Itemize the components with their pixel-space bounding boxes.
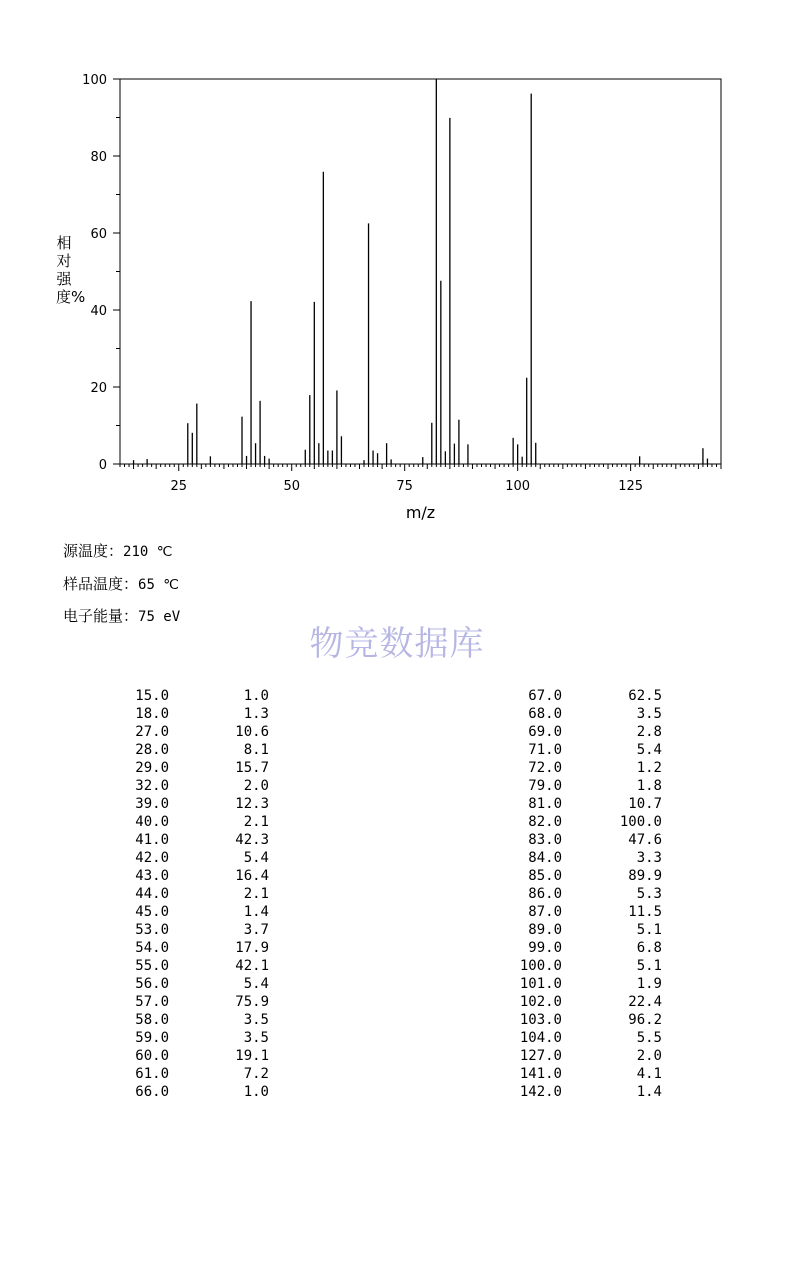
peak-intensity: 10.7: [628, 796, 662, 812]
peak-intensity: 3.5: [243, 1012, 269, 1028]
peak-mz: 29.0: [135, 760, 169, 776]
sample-temperature: [63, 573, 179, 594]
peak-intensity: 5.4: [243, 850, 269, 866]
peak-mz: 58.0: [135, 1012, 169, 1028]
peak-intensity: 75.9: [235, 994, 269, 1010]
peak-intensity: 2.8: [636, 724, 662, 740]
watermark: 物竞数据库: [309, 624, 485, 664]
table-row: [492, 759, 662, 777]
table-row: [99, 1011, 269, 1029]
peak-mz: 100.0: [519, 958, 562, 974]
table-row: [99, 849, 269, 867]
peak-intensity: 2.0: [636, 1048, 662, 1064]
peak-intensity: 3.3: [636, 850, 662, 866]
peak-intensity: 1.9: [636, 976, 662, 992]
table-row: [492, 867, 662, 885]
x-tick-label: 75: [396, 479, 413, 494]
table-row: [99, 831, 269, 849]
peak-intensity: 5.4: [636, 742, 662, 758]
source-temperature: [63, 540, 172, 561]
peak-mz: 102.0: [519, 994, 562, 1010]
peak-mz: 59.0: [135, 1030, 169, 1046]
peak-mz: 44.0: [135, 886, 169, 902]
peak-mz: 57.0: [135, 994, 169, 1010]
peak-mz: 60.0: [135, 1048, 169, 1064]
peak-intensity: 5.1: [636, 922, 662, 938]
y-tick-label: 40: [90, 304, 107, 319]
table-row: [99, 921, 269, 939]
peak-intensity: 3.5: [243, 1030, 269, 1046]
x-axis-label: m/z: [405, 503, 436, 522]
sample-temperature-label: 样品温度：: [63, 575, 139, 593]
table-row: [99, 975, 269, 993]
peak-mz: 99.0: [528, 940, 562, 956]
electron-energy-label: 电子能量：: [63, 607, 139, 625]
peak-mz: 40.0: [135, 814, 169, 830]
peak-intensity: 89.9: [628, 868, 662, 884]
peak-mz: 89.0: [528, 922, 562, 938]
table-row: [492, 831, 662, 849]
table-row: [99, 759, 269, 777]
table-row: [492, 741, 662, 759]
table-row: [99, 1029, 269, 1047]
peak-intensity: 96.2: [628, 1012, 662, 1028]
peak-mz: 43.0: [135, 868, 169, 884]
table-row: [492, 993, 662, 1011]
plot-frame: [120, 79, 721, 464]
peak-intensity: 7.2: [243, 1066, 269, 1082]
peak-intensity: 100.0: [619, 814, 662, 830]
peak-intensity: 19.1: [235, 1048, 269, 1064]
peak-mz: 54.0: [135, 940, 169, 956]
table-row: [492, 849, 662, 867]
table-row: [99, 723, 269, 741]
peak-mz: 67.0: [528, 688, 562, 704]
peak-intensity: 17.9: [235, 940, 269, 956]
peak-mz: 69.0: [528, 724, 562, 740]
peak-mz: 66.0: [135, 1084, 169, 1100]
table-row: [492, 939, 662, 957]
table-row: [99, 903, 269, 921]
peak-table-right: [492, 687, 662, 1101]
peak-intensity: 1.4: [636, 1084, 662, 1100]
y-tick-label: 100: [82, 73, 107, 88]
x-tick-label: 50: [283, 479, 300, 494]
peak-intensity: 1.3: [243, 706, 269, 722]
table-row: [99, 687, 269, 705]
peak-mz: 41.0: [135, 832, 169, 848]
peak-intensity: 4.1: [636, 1066, 662, 1082]
peak-mz: 39.0: [135, 796, 169, 812]
peak-intensity: 1.0: [243, 1084, 269, 1100]
peak-intensity: 5.4: [243, 976, 269, 992]
table-row: [492, 1065, 662, 1083]
x-tick-label: 125: [618, 479, 644, 494]
peak-intensity: 2.0: [243, 778, 269, 794]
peak-intensity: 5.3: [636, 886, 662, 902]
table-row: [492, 957, 662, 975]
y-tick-label: 60: [90, 227, 107, 242]
table-row: [99, 777, 269, 795]
table-row: [492, 687, 662, 705]
table-row: [99, 813, 269, 831]
peak-intensity: 15.7: [235, 760, 269, 776]
table-row: [99, 957, 269, 975]
y-axis-label-text: 相对强度%: [56, 234, 86, 306]
table-row: [492, 723, 662, 741]
table-row: [492, 885, 662, 903]
peak-mz: 61.0: [135, 1066, 169, 1082]
source-temperature-label: 源温度：: [63, 542, 124, 560]
x-tick-label: 25: [170, 479, 188, 494]
peak-mz: 28.0: [135, 742, 169, 758]
peak-intensity: 2.1: [243, 814, 269, 830]
peak-intensity: 1.0: [243, 688, 269, 704]
table-row: [99, 795, 269, 813]
peak-mz: 15.0: [135, 688, 169, 704]
table-row: [492, 1047, 662, 1065]
peak-intensity: 47.6: [628, 832, 662, 848]
peak-mz: 142.0: [519, 1084, 562, 1100]
peak-mz: 103.0: [519, 1012, 562, 1028]
peak-intensity: 8.1: [243, 742, 269, 758]
peak-intensity: 1.2: [636, 760, 662, 776]
peak-intensity: 2.1: [243, 886, 269, 902]
peak-intensity: 12.3: [235, 796, 269, 812]
peak-intensity: 5.5: [636, 1030, 662, 1046]
peak-intensity: 10.6: [235, 724, 269, 740]
peak-intensity: 16.4: [235, 868, 269, 884]
peak-mz: 85.0: [528, 868, 562, 884]
mass-spectrum-chart: [0, 0, 794, 530]
peak-intensity: 6.8: [636, 940, 662, 956]
peak-mz: 83.0: [528, 832, 562, 848]
electron-energy-value: 75 eV: [138, 609, 181, 625]
peak-intensity: 42.3: [235, 832, 269, 848]
peak-mz: 141.0: [519, 1066, 562, 1082]
y-tick-label: 0: [98, 458, 107, 473]
peak-mz: 72.0: [528, 760, 562, 776]
peak-mz: 101.0: [519, 976, 562, 992]
peak-mz: 87.0: [528, 904, 562, 920]
peak-intensity: 1.4: [243, 904, 269, 920]
peak-intensity: 11.5: [628, 904, 662, 920]
table-row: [99, 1047, 269, 1065]
table-row: [99, 993, 269, 1011]
table-row: [492, 903, 662, 921]
table-row: [99, 939, 269, 957]
peak-mz: 86.0: [528, 886, 562, 902]
peak-mz: 27.0: [135, 724, 169, 740]
peak-mz: 18.0: [135, 706, 169, 722]
table-row: [99, 867, 269, 885]
table-row: [492, 777, 662, 795]
source-temperature-value: 210 ℃: [123, 544, 173, 560]
peak-intensity: 5.1: [636, 958, 662, 974]
peak-mz: 55.0: [135, 958, 169, 974]
peak-mz: 104.0: [519, 1030, 562, 1046]
peak-intensity: 1.8: [636, 778, 662, 794]
table-row: [492, 1029, 662, 1047]
table-row: [99, 1065, 269, 1083]
table-row: [99, 1083, 269, 1101]
peak-mz: 68.0: [528, 706, 562, 722]
peak-mz: 71.0: [528, 742, 562, 758]
peak-mz: 79.0: [528, 778, 562, 794]
peak-intensity: 3.5: [636, 706, 662, 722]
sample-temperature-value: 65 ℃: [138, 577, 180, 593]
peak-mz: 32.0: [135, 778, 169, 794]
y-tick-label: 80: [90, 150, 107, 165]
peak-intensity: 22.4: [628, 994, 662, 1010]
peak-mz: 42.0: [135, 850, 169, 866]
x-tick-label: 100: [505, 479, 531, 494]
table-row: [99, 705, 269, 723]
peak-mz: 53.0: [135, 922, 169, 938]
peak-table-left: [99, 687, 269, 1101]
peak-mz: 56.0: [135, 976, 169, 992]
table-row: [99, 885, 269, 903]
table-row: [492, 1011, 662, 1029]
peak-intensity: 62.5: [628, 688, 662, 704]
peak-intensity: 42.1: [235, 958, 269, 974]
y-tick-label: 20: [90, 381, 107, 396]
peak-mz: 45.0: [135, 904, 169, 920]
table-row: [492, 795, 662, 813]
table-row: [492, 1083, 662, 1101]
y-axis-label: [54, 234, 86, 306]
peak-mz: 127.0: [519, 1048, 562, 1064]
peak-mz: 84.0: [528, 850, 562, 866]
spectrum-plot: [0, 0, 794, 530]
peak-mz: 81.0: [528, 796, 562, 812]
peak-intensity: 3.7: [243, 922, 269, 938]
table-row: [492, 813, 662, 831]
table-row: [99, 741, 269, 759]
table-row: [492, 921, 662, 939]
table-row: [492, 705, 662, 723]
peak-mz: 82.0: [528, 814, 562, 830]
table-row: [492, 975, 662, 993]
